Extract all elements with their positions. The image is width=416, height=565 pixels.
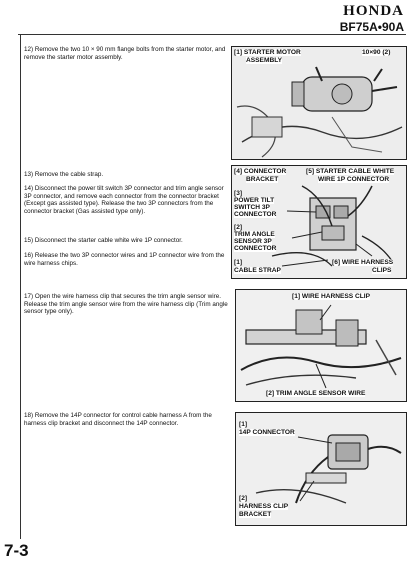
label-connector-2: CONNECTOR <box>234 245 277 252</box>
step-14 <box>24 185 232 215</box>
step-16 <box>24 252 232 267</box>
label-wire-harness-clips: [6] WIRE HARNESS <box>332 259 394 266</box>
step-15 <box>24 237 232 245</box>
label-connector-bracket: [4] CONNECTOR <box>234 168 287 175</box>
step-12 <box>24 46 232 61</box>
step-number: 16) <box>24 252 34 259</box>
label-power-tilt-num: [3] <box>234 190 243 197</box>
figure-wire-harness-clip <box>235 289 407 402</box>
label-switch-3p: SWITCH 3P <box>234 204 270 211</box>
step-number: 12) <box>24 46 34 53</box>
figure-starter-motor <box>231 46 407 160</box>
label-trim-angle-num: [2] <box>234 224 243 231</box>
label-wire-harness-clip: [1] WIRE HARNESS CLIP <box>292 293 371 300</box>
label-clips: CLIPS <box>372 267 392 274</box>
page-number: 7-3 <box>4 541 29 560</box>
step-text: Remove the cable strap. <box>34 171 104 178</box>
model-name: BF75A•90A <box>339 20 404 34</box>
label-bolt-size: 10×90 (2) <box>362 49 391 56</box>
brand-header <box>340 4 404 33</box>
label-sensor-3p: SENSOR 3P <box>234 238 272 245</box>
brand-name: HONDA <box>343 3 404 19</box>
label-1p-connector: WIRE 1P CONNECTOR <box>318 176 390 183</box>
label-14p-num: [1] <box>239 421 248 428</box>
figure-connectors <box>231 165 407 279</box>
label-cable-strap-num: [1] <box>234 259 243 266</box>
step-text: Disconnect the power tilt switch 3P connector and trim angle sensor 3P connector, and remove each connector from the connector bracket (Except gas assisted type). Release the two 3P connectors from the connector bracket (Gas assisted type only). <box>24 185 224 215</box>
step-13 <box>24 171 232 179</box>
step-number: 14) <box>24 185 34 192</box>
step-number: 13) <box>24 171 34 178</box>
left-margin-line <box>20 34 21 539</box>
label-trim-angle: TRIM ANGLE <box>234 231 275 238</box>
label-bracket: BRACKET <box>246 176 279 183</box>
step-number: 15) <box>24 237 34 244</box>
step-17 <box>24 293 232 316</box>
label-harness-clip-num: [2] <box>239 495 248 502</box>
label-14p-connector: 14P CONNECTOR <box>239 429 295 436</box>
step-number: 17) <box>24 293 34 300</box>
header-rule <box>18 34 406 35</box>
step-text: Disconnect the starter cable white wire 1P connector. <box>34 237 183 244</box>
step-18 <box>24 412 232 427</box>
figure-14p-connector <box>235 412 407 526</box>
label-connector-3: CONNECTOR <box>234 211 277 218</box>
step-text: Release the two 3P connector wires and 1P connector wire from the wire harness chips. <box>24 252 225 267</box>
label-harness-clip: HARNESS CLIP <box>239 503 289 510</box>
wire-harness-clip-illustration <box>236 290 406 401</box>
label-cable-strap: CABLE STRAP <box>234 267 281 274</box>
label-trim-angle-sensor-wire: [2] TRIM ANGLE SENSOR WIRE <box>266 390 366 397</box>
label-starter-motor: [1] STARTER MOTOR <box>234 49 301 56</box>
label-assembly: ASSEMBLY <box>246 57 283 64</box>
label-power-tilt: POWER TILT <box>234 197 275 204</box>
step-text: Remove the two 10 × 90 mm flange bolts from the starter motor, and remove the starter motor assembly. <box>24 46 226 61</box>
step-text: Open the wire harness clip that secures the trim angle sensor wire. Release the trim angle sensor wire from the wire harness clip (Trim angle sensor type only). <box>24 293 228 316</box>
label-starter-cable: [5] STARTER CABLE WHITE <box>306 168 395 175</box>
step-text: Remove the 14P connector for control cable harness A from the harness clip bracket and disconnect the 14P connector. <box>24 412 212 427</box>
step-number: 18) <box>24 412 34 419</box>
label-bracket-2: BRACKET <box>239 511 272 518</box>
